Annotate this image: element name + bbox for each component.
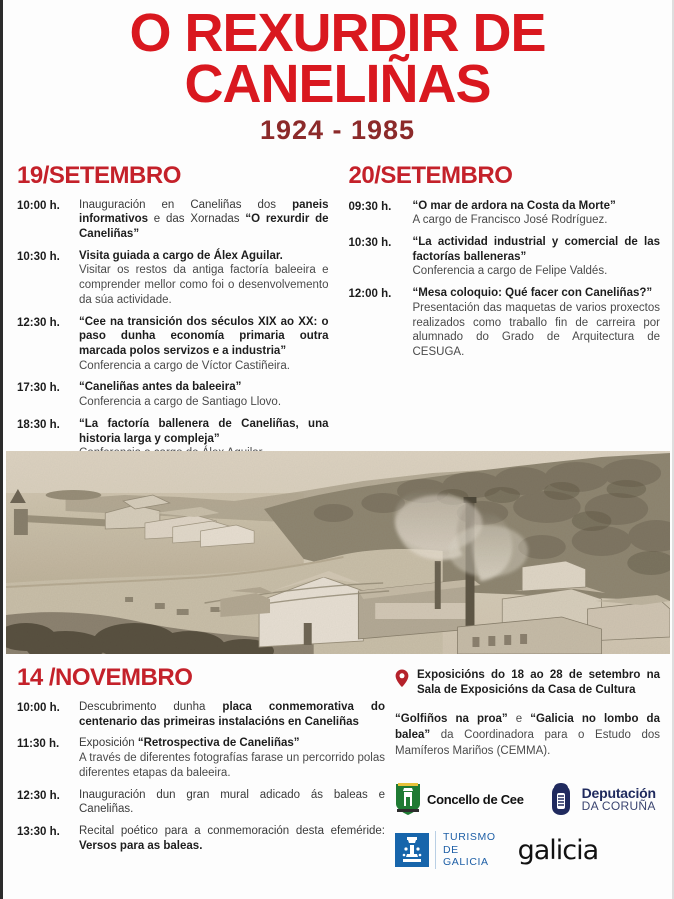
poster-title-block [3, 0, 672, 146]
entry-time: 12:30 h. [17, 316, 60, 329]
entry-time: 13:30 h. [17, 826, 60, 839]
schedule-entry [17, 249, 329, 308]
logo-turismo-line-1: TURISMO [443, 831, 496, 844]
november-column [17, 664, 385, 899]
entry-body [79, 198, 329, 242]
entry-text-bold: “Mesa coloquio: Qué facer con Caneliñas?” [412, 287, 653, 300]
entry-text-lead: Recital poético para a conmemoración desta efeméride: [79, 825, 385, 838]
logo-turismo-line-2: DE [443, 843, 459, 856]
entry-text-sub: Conferencia a cargo de Víctor Castiñeira. [79, 359, 290, 372]
entry-text-bold-2: “O rexurdir de Caneliñas” [79, 213, 329, 240]
bottom-section [6, 654, 670, 899]
entry-text-bold: “La actividad industrial y comercial de las factorías balleneras” [412, 235, 660, 263]
exhibition-info-row [395, 668, 660, 698]
historic-photograph [6, 451, 670, 654]
expo-credit: da Coordinadora para o Estudo dos Mamíferos Mariños (CEMMA). [395, 728, 660, 757]
expo-conjunction: e [507, 712, 531, 725]
expo-title-1: “Golfiños na proa” [395, 712, 508, 725]
schedule-entry [17, 380, 329, 409]
poster-year-range: 1924 - 1985 [259, 114, 416, 145]
schedule-column-19-setembro [17, 162, 329, 469]
entry-text-tail: e das Xornadas [148, 213, 246, 226]
entry-body [79, 700, 385, 729]
logo-galicia-label: galicia [517, 834, 599, 866]
entry-text-bold: “Cee na transición dos séculos XIX ao XX: o paso dunha economía primaria outra marcada polos servizos e a industria” [79, 315, 329, 357]
entry-text-bold: placa conmemorativa do centenario das primeiras instalacións en Caneliñas [79, 701, 385, 728]
schedule-entry [349, 286, 661, 360]
schedule-entry [17, 736, 385, 780]
logo-row-bottom [395, 831, 660, 868]
entry-text-sub: A cargo de Francisco José Rodríguez. [412, 214, 608, 227]
sponsor-logos [395, 781, 660, 868]
photograph-illustration [6, 451, 670, 654]
poster-title-line-1: O REXURDIR DE [129, 3, 546, 63]
xunta-de-galicia-emblem-icon [395, 833, 429, 867]
entry-text-lead: Exposición [79, 737, 138, 750]
day-heading-19-setembro: 19/SETEMBRO [17, 161, 181, 189]
entry-time: 10:00 h. [17, 702, 60, 714]
entry-text-lead: Descubrimento dunha [79, 701, 223, 713]
entry-time: 10:30 h. [348, 236, 392, 249]
logo-concello-de-cee-label: Concello de Cee [427, 791, 524, 807]
exhibition-dates-text: Exposicións do 18 ao 28 de setembro na Sala de Exposicións da Casa de Cultura [417, 669, 660, 696]
schedule-entry [17, 315, 329, 374]
entry-time: 12:30 h. [17, 789, 60, 802]
schedule-entry [17, 700, 385, 729]
schedule-entry [17, 198, 329, 242]
logo-turismo-de-galicia [395, 831, 496, 868]
entry-time: 18:30 h. [17, 418, 60, 431]
schedule-entry [349, 235, 661, 279]
concello-de-cee-shield-icon [395, 782, 421, 816]
entry-body [79, 824, 385, 853]
schedule-column-20-setembro [345, 162, 661, 469]
poster-title-line-2: CANELIÑAS [184, 53, 491, 114]
entry-time: 17:30 h. [17, 382, 60, 395]
logo-deputacion-da-coruna [546, 781, 656, 817]
schedule-entry [349, 199, 661, 228]
entry-text-lead: Inauguración dun gran mural adicado ás baleas e Caneliñas. [79, 788, 385, 816]
entry-time: 10:30 h. [17, 250, 60, 263]
entry-time: 11:30 h. [17, 738, 60, 751]
entry-text-lead: Inauguración en Caneliñas dos [79, 198, 293, 211]
entry-text-bold: “Retrospectiva de Caneliñas” [137, 737, 300, 750]
entry-text-bold: Versos para as baleas. [79, 839, 203, 852]
entry-body [413, 286, 661, 360]
exhibitions-and-logos-column [395, 664, 660, 899]
schedule-entry [17, 824, 385, 853]
logo-concello-de-cee [395, 782, 524, 816]
entry-time: 09:30 h. [348, 200, 392, 213]
entry-text-sub: Presentación das maquetas de varios proxectos realizados como traballo fin de carreira por alumnado do Grado de Arquitectura de CESUGA. [412, 301, 660, 358]
entry-body [79, 315, 329, 374]
map-pin-icon [395, 668, 410, 692]
entry-text-bold: paneis informativos [79, 198, 329, 226]
entry-body [79, 249, 329, 308]
entry-body [79, 380, 329, 409]
exhibition-titles-text [395, 712, 660, 760]
schedule-columns [3, 162, 672, 469]
entry-text-bold: “La factoría ballenera de Caneliñas, una historia larga y compleja” [79, 417, 329, 445]
schedule-entry [17, 788, 385, 817]
entry-text-bold: Visita guiada a cargo de Álex Aguilar. [79, 249, 283, 262]
logo-row-top [395, 781, 660, 817]
logo-deputacion-label-1: Deputación [581, 785, 656, 802]
entry-text-sub: Conferencia a cargo de Santiago Llovo. [79, 396, 282, 409]
entry-body [413, 199, 661, 228]
entry-time: 12:00 h. [348, 288, 392, 301]
logo-galicia [518, 835, 599, 866]
entry-body [413, 235, 661, 279]
logo-turismo-line-3: GALICIA [443, 856, 489, 869]
entry-text-sub: Conferencia a cargo de Felipe Valdés. [412, 265, 608, 278]
day-heading-14-novembro: 14 /NOVEMBRO [17, 664, 193, 691]
logo-deputacion-labels [582, 786, 656, 813]
entry-time: 10:00 h. [17, 199, 60, 212]
deputacion-da-coruna-crest-icon [546, 781, 576, 817]
entry-body [79, 788, 385, 817]
entry-body [79, 736, 385, 780]
day-heading-20-setembro: 20/SETEMBRO [348, 161, 513, 189]
entry-text-sub: Visitar os restos da antiga factoría baleeira e comprender mellor como foi o desenvolvemento da súa actividade. [79, 264, 329, 306]
logo-deputacion-label-2: DA CORUÑA [581, 799, 656, 814]
entry-text-sub: A través de diferentes fotografías farase un percorrido polas diferentes etapas da baleeira. [79, 752, 385, 779]
logo-turismo-labels [435, 831, 496, 868]
entry-text-bold: “Caneliñas antes da baleeira” [79, 381, 242, 394]
entry-text-bold: “O mar de ardora na Costa da Morte” [412, 199, 616, 212]
expo-title-2: “Galicia no lombo da balea” [395, 712, 660, 741]
